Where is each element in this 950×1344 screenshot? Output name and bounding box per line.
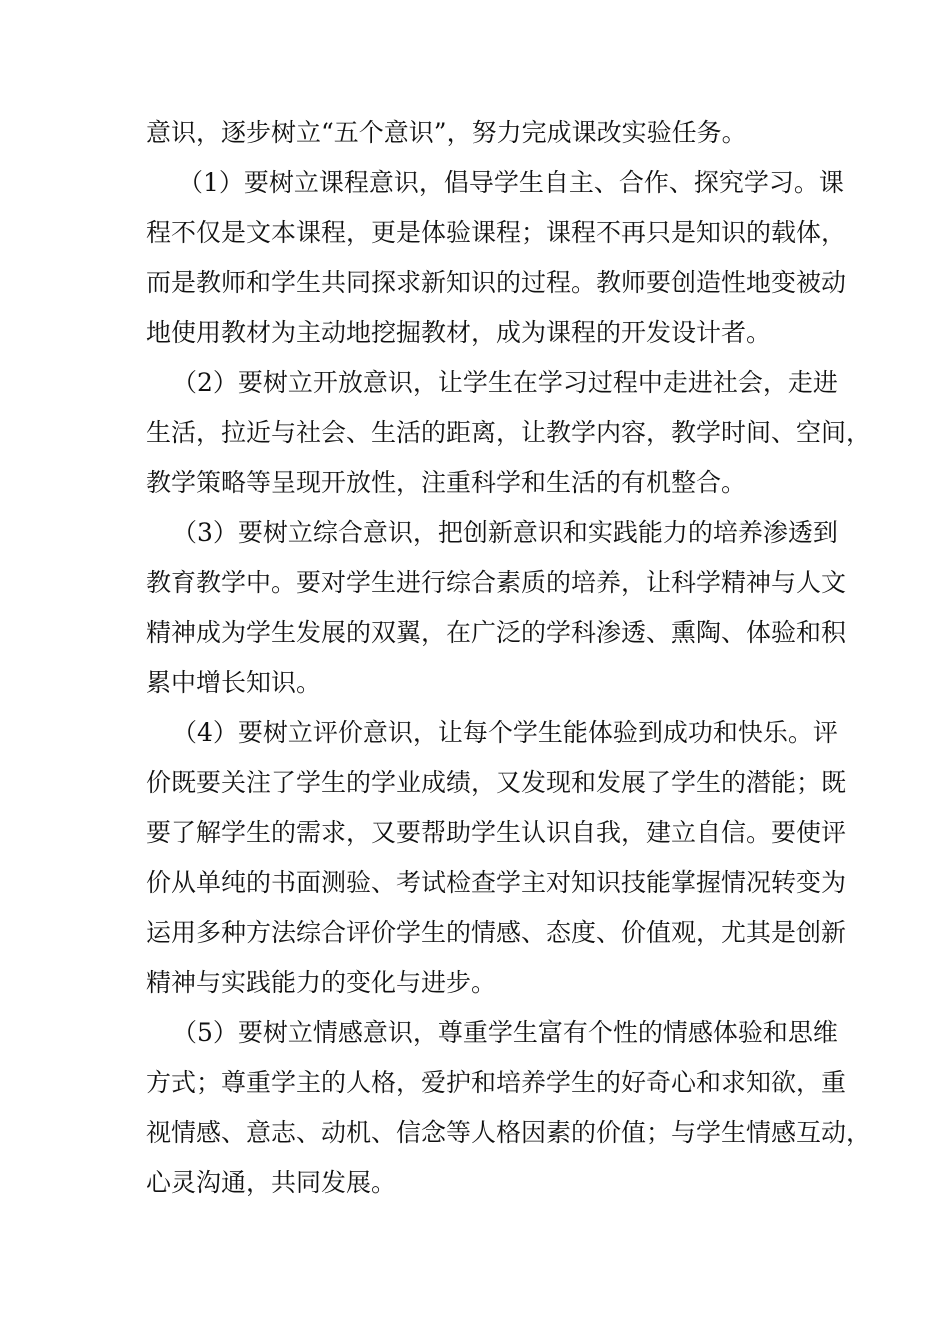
p2-line-1: （2）要树立开放意识，让学生在学习过程中走进社会，走进	[172, 368, 838, 397]
p3-line-2: 教育教学中。要对学生进行综合素质的培养，让科学精神与人文	[146, 568, 847, 597]
p1-line-3: 而是教师和学生共同探求新知识的过程。教师要创造性地变被动	[146, 268, 847, 297]
p5-line-2: 方式；尊重学主的人格，爱护和培养学生的好奇心和求知欲，重	[146, 1068, 847, 1097]
p4-line-1: （4）要树立评价意识，让每个学生能体验到成功和快乐。评	[172, 718, 838, 747]
p2-line-2: 生活，拉近与社会、生活的距离，让教学内容，教学时间、空间，	[146, 418, 872, 447]
p1-line-2: 程不仅是文本课程，更是体验课程；课程不再只是知识的载体，	[146, 218, 847, 247]
intro-line-1: 意识，逐步树立“五个意识”，努力完成课改实验任务。	[146, 118, 747, 147]
p5-line-3: 视情感、意志、动机、信念等人格因素的价值；与学生情感互动，	[146, 1118, 872, 1147]
p3-line-4: 累中增长知识。	[146, 668, 322, 697]
p4-line-6: 精神与实践能力的变化与进步。	[146, 968, 497, 997]
p4-line-5: 运用多种方法综合评价学生的情感、态度、价值观，尤其是创新	[146, 918, 847, 947]
p3-line-1: （3）要树立综合意识，把创新意识和实践能力的培养渗透到	[172, 518, 838, 547]
p3-line-3: 精神成为学生发展的双翼，在广泛的学科渗透、熏陶、体验和积	[146, 618, 847, 647]
p2-line-3: 教学策略等呈现开放性，注重科学和生活的有机整合。	[146, 468, 747, 497]
p4-line-4: 价从单纯的书面测验、考试检查学主对知识技能掌握情况转变为	[146, 868, 847, 897]
p4-line-2: 价既要关注了学生的学业成绩，又发现和发展了学生的潜能；既	[146, 768, 847, 797]
p1-line-1: （1）要树立课程意识，倡导学生自主、合作、探究学习。课	[178, 168, 844, 197]
p5-line-1: （5）要树立情感意识，尊重学生富有个性的情感体验和思维	[172, 1018, 838, 1047]
p5-line-4: 心灵沟通，共同发展。	[146, 1168, 397, 1197]
p1-line-4: 地使用教材为主动地挖掘教材，成为课程的开发设计者。	[146, 318, 772, 347]
p4-line-3: 要了解学生的需求，又要帮助学生认识自我，建立自信。要使评	[146, 818, 847, 847]
